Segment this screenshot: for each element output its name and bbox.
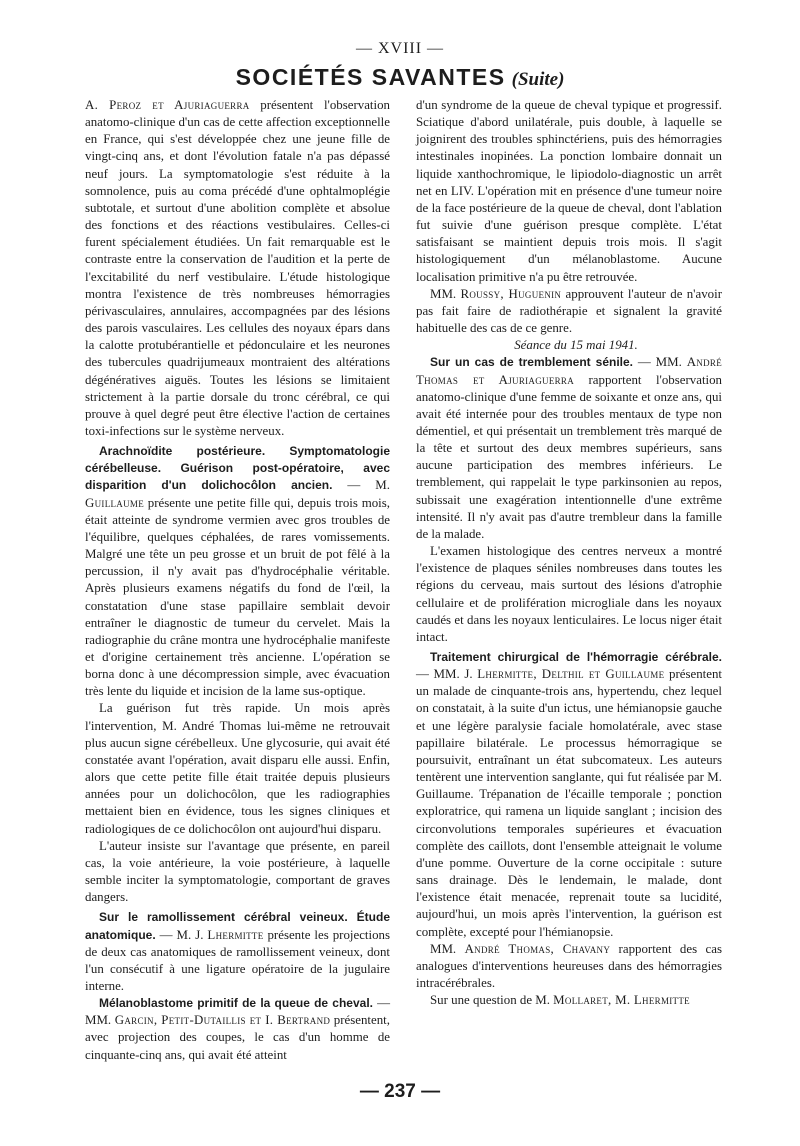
paragraph-tremblement-senile (416, 354, 722, 543)
paragraph-question-mollaret (416, 992, 722, 1009)
paragraph-examen-histologique: L'examen histologique des centres nerveux a montré l'existence de plaques séniles nombreuses dans toutes les régions du cerveau, mais surtout des lésions d'atrophie cellulaire et de prolifération microgliale dans les noyaux caudés et dans les noyaux lenticulaires. Le locus niger était intact. (416, 544, 722, 644)
paragraph-hemorragie-cerebrale (416, 649, 722, 941)
paragraph-text: rapportent l'observation anatomo-clinique d'une femme de soixante et onze ans, qui avait été internée pour des troubles mentaux de type non démentiel, et qui présentait un tremblement très marqué de la tête et surtout des deux membres supérieurs, sans aucune participation des membres inférieurs. Le tremblement, qui rappelait le type parkinsonien au repos, subissait une exagération intentionnelle d'une extrême intensité. Il n'y avait pas d'autre trembleur dans la famille de la malade. (416, 372, 722, 541)
session-date: Séance du 15 mai 1941. (514, 338, 638, 353)
left-column (85, 97, 390, 1064)
paragraph-text: approuvent l'auteur de n'avoir pas fait faire de radiothérapie et signalent la gravité habituelle des cas de ce genre. (416, 286, 722, 336)
paragraph-guerison: La guérison fut très rapide. Un mois après l'intervention, M. André Thomas lui-même ne retrouvait plus aucun signe cérébelleux. Une glycosurie, qui avait été constatée avant l'opération, avait disparu elle aussi. Enfin, alors que cette petite fille était traitée depuis plusieurs années pour un dolichocôlon, que les radiographies mettaient bien en évidence, tous les signes cliniques et radiologiques de ce dolichocôlon ont aujourd'hui disparu. (85, 701, 390, 836)
author-names: Lhermitte, Delthil et Guillaume (477, 667, 665, 682)
paragraph-peroz-ajuriaguerra (85, 97, 390, 440)
communication-heading: Sur le ramollissement cérébral veineux. Étude anatomique. (85, 910, 390, 942)
dash-separator: — MM. (633, 355, 687, 370)
prefix-text: MM. (430, 286, 461, 301)
section-title-main: SOCIÉTÉS SAVANTES (235, 64, 506, 90)
section-title-suffix: (Suite) (511, 69, 565, 90)
paragraph-text: présente les projections de deux cas anatomiques de ramollissement veineux, dont l'un consécutif à une ligature opératoire de la jugulaire interne. (85, 927, 390, 993)
author-names: André Thomas, Chavany (464, 941, 611, 956)
paragraph-roussy-huguenin (416, 286, 722, 337)
author-names: Roussy, Huguenin (460, 286, 562, 301)
running-head: — XVIII — (355, 40, 445, 57)
author-names: Guillaume (85, 495, 144, 510)
page-number: — 237 — (359, 1081, 441, 1102)
author-names: Lhermitte (207, 927, 264, 942)
paragraph-voie-anterieure: L'auteur insiste sur l'avantage que présente, en pareil cas, la voie antérieure, la voie postérieure, à laquelle semble inciter la symptomatologie, comportant de graves dangers. (85, 838, 390, 905)
dash-separator: — MM. J. (416, 667, 478, 682)
communication-heading: Arachnoïdite postérieure. Symptomatologie cérébelleuse. Guérison post-opératoire, avec disparition d'un dolichocôlon ancien. (85, 444, 390, 493)
paragraph-melanoblastome (85, 995, 390, 1064)
paragraph-queue-de-cheval: d'un syndrome de la queue de cheval typique et progressif. Sciatique d'abord unilatérale, puis double, à laquelle se joignirent des troubles sphinctériens, puis des hémorragies intestinales inopinées. La ponction lombaire donnait un liquide xanthochromique, le lipiodolo-diagnostic un arrêt net en LIV. L'opération mit en présence d'une tumeur noire de la face postérieure de la queue de cheval, dont l'ablation fut suivie d'une guérison presque complète. L'état satisfaisant se maintient depuis trois mois. Il s'agit histologiquement d'un mélanoblastome. Aucune localisation primitive n'a pu être retrouvée. (416, 98, 722, 284)
paragraph-arachnoidite (85, 443, 390, 700)
communication-heading: Mélanoblastome primitif de la queue de cheval. (99, 996, 373, 1011)
dash-separator: — M. J. (155, 927, 208, 942)
paragraph-thomas-chavany (416, 941, 722, 992)
author-names: Garcin, Petit-Dutaillis et I. Bertrand (114, 1013, 331, 1028)
paragraph-text: présentent l'observation anatomo-clinique d'un cas de cette affection exceptionnelle en France, qui s'est développée chez une jeune fille de vingt-cinq ans, et dont l'évolution fatale n'a pas dépassé neuf jours. La symptomatologie s'est réduite à la somnolence, puis au coma précédé d'une ophtalmoplégie subtotale, et surtout d'une abolition complète et absolue des fonctions et des réactions vestibulaires. Celles-ci furent spécialement étudiées. Un fait remarquable est le contraste entre la conservation de l'audition et la perte de l'excitabilité du nerf vestibulaire. L'étude histologique montra l'existence de très nombreuses hémorragies périvasculaires, annulaires, accompagnées par des lésions des parois vasculaires. Les cellules des noyaux épars dans la calotte protubérantielle et pédonculaire et les neurones des tubercules quadrijumeaux montraient des altérations dégénératives aiguës. Toutes les lésions se limitaient strictement à la partie dorsale du tronc cérébral, ce qui prouve à quel degré peut être élective l'action de certaines toxi-infections sur le système nerveux. (85, 98, 390, 438)
author-names: Mollaret, M. Lhermitte (553, 993, 690, 1008)
paragraph-text: présentent, avec projection des coupes, le cas d'un homme de cinquante-cinq ans, qui avait été atteint (85, 1013, 390, 1062)
paragraph-ramollissement (85, 909, 390, 995)
communication-heading: Traitement chirurgical de l'hémorragie cérébrale. (430, 650, 722, 664)
right-column (416, 97, 722, 1009)
author-names: André Thomas et Ajuriaguerra (416, 355, 722, 387)
paragraph-text: rapportent des cas analogues d'interventions heureuses dans des hémorragies intracérébrales. (416, 941, 722, 990)
paragraph-text: Sur une question de M. (430, 993, 554, 1008)
dash-separator: — MM. (85, 996, 390, 1028)
communication-heading: Sur un cas de tremblement sénile. (430, 355, 634, 370)
dash-separator: — M. (332, 478, 390, 493)
paragraph-text: présentent un malade de cinquante-trois ans, hypertendu, chez lequel on constatait, à la suite d'un ictus, une hémianopsie gauche et une légère paralysie faciale homolatérale, avec stase papillaire bilatérale. Le processus hémorragique se poursuivit, entraînant un état subcomateux. Les auteurs tentèrent une intervention sanglante, qui fut réalisée par M. Guillaume. Trépanation de l'écaille temporale ; ponction exploratrice, qui ramena un liquide sanglant ; incision des circonvolutions temporales supérieures et évacuation complète des caillots, dont l'ensemble atteignait le volume d'une pomme. Ouverture de la corne occipitale : suture sans drainage. Dès le lendemain, le malade, dont l'existence était menacée, reprenait toute sa lucidité, aujourd'hui, un mois après l'intervention, la guérison est complète, excepté pour l'hémianopsie. (416, 667, 723, 939)
prefix-text: MM. (430, 941, 465, 956)
paragraph-text: présente une petite fille qui, depuis trois mois, était atteinte de syndrome vermien avec gros troubles de l'équilibre, quelques céphalées, de rares vomissements. Malgré une tête un peu grosse et un bruit de pot fêlé à la percussion, il n'y avait pas d'hydrocéphalie véritable. Après plusieurs examens négatifs du fond de l'œil, la constatation d'une stase papillaire semblait devoir entraîner le diagnostic de tumeur du cervelet. Mais la radiographie du crâne montra une hydrocéphalie manifeste et d'origine certainement très ancienne. L'opération se borna donc à une décompression simple, avec évacuation très lente du liquide et incision de la lame sus-optique. (85, 495, 390, 699)
section-title (0, 64, 800, 91)
author-names: A. Peroz et Ajuriaguerra (85, 98, 250, 112)
